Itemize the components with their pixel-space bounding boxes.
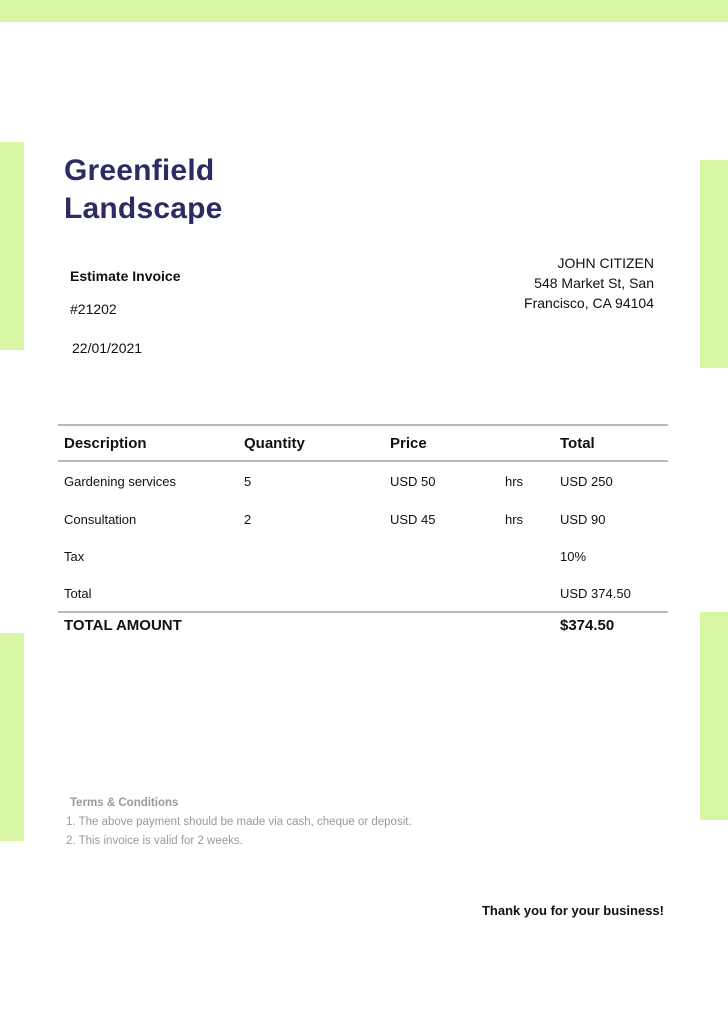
header-price: Price	[390, 435, 427, 452]
company-logo	[64, 152, 223, 228]
subtotal-label: Total	[64, 586, 92, 601]
invoice-number: #21202	[70, 301, 117, 317]
right-accent-band	[700, 160, 728, 368]
customer-street: 548 Market St, San	[534, 275, 654, 291]
row-quantity: 2	[244, 512, 252, 527]
row-unit: hrs	[505, 512, 524, 527]
customer-address	[524, 253, 654, 313]
left-accent-band	[0, 142, 24, 350]
invoice-date: 22/01/2021	[72, 340, 143, 356]
company-name-line1: Greenfield	[64, 154, 215, 187]
subtotal-value: USD 374.50	[560, 586, 631, 601]
terms-section	[66, 794, 412, 851]
tax-value: 10%	[560, 549, 587, 564]
customer-city: Francisco, CA 94104	[524, 295, 654, 311]
terms-title: Terms & Conditions	[70, 797, 179, 809]
customer-name: JOHN CITIZEN	[557, 255, 654, 271]
row-total: USD 90	[560, 512, 606, 527]
tax-label: Tax	[64, 549, 85, 564]
row-price: USD 45	[390, 512, 436, 527]
grand-total-label: TOTAL AMOUNT	[64, 617, 182, 634]
row-description: Consultation	[64, 512, 137, 527]
terms-item: 2. This invoice is valid for 2 weeks.	[66, 835, 243, 847]
row-price: USD 50	[390, 474, 436, 489]
right-accent-band	[700, 612, 728, 820]
top-accent-band	[0, 0, 728, 22]
left-accent-band	[0, 633, 24, 841]
table-top-rule	[58, 424, 668, 426]
header-description: Description	[64, 435, 147, 452]
thank-you-note: Thank you for your business!	[481, 903, 664, 918]
row-unit: hrs	[505, 474, 524, 489]
total-rule	[58, 611, 668, 613]
table-header-rule	[58, 460, 668, 462]
header-quantity: Quantity	[244, 435, 305, 452]
grand-total-value: $374.50	[560, 617, 615, 634]
header-total: Total	[560, 435, 595, 452]
invoice-title: Estimate Invoice	[70, 268, 181, 284]
row-total: USD 250	[560, 474, 613, 489]
company-name-line2: Landscape	[64, 192, 223, 225]
row-quantity: 5	[244, 474, 252, 489]
row-description: Gardening services	[64, 474, 176, 489]
terms-item: 1. The above payment should be made via cash, cheque or deposit.	[66, 816, 412, 828]
